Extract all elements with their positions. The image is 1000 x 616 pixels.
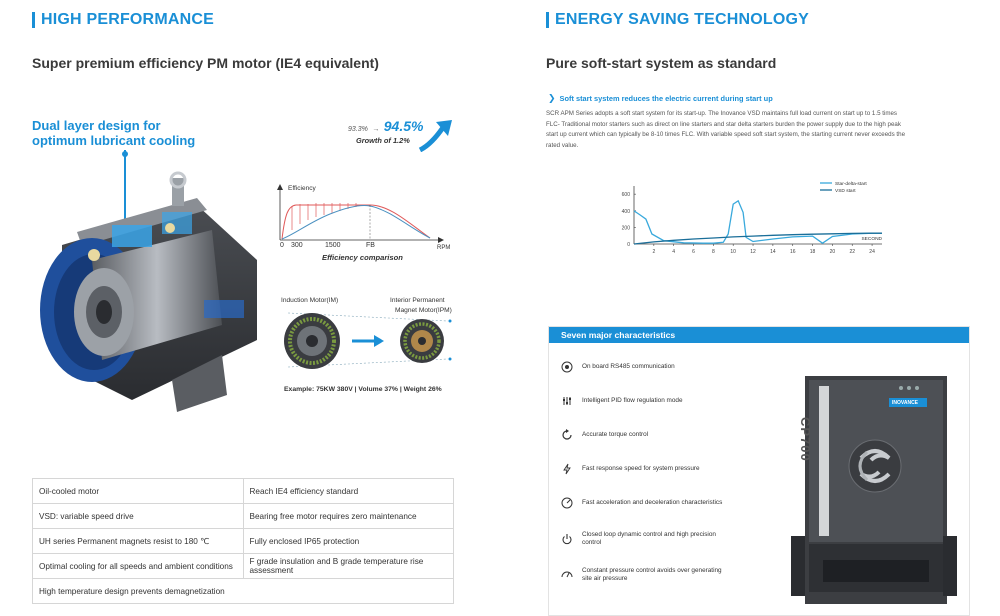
chart-y-tick-label: 0	[627, 242, 630, 248]
growth-label: Growth of 1.2%	[356, 136, 410, 145]
table-cell: Reach IE4 efficiency standard	[243, 479, 454, 504]
cooling-callout-line2: optimum lubricant cooling	[32, 133, 196, 148]
chart-x-tick-label: 4	[672, 249, 676, 255]
characteristic-line: Closed loop dynamic control and high precision	[582, 531, 716, 538]
efficiency-chart	[270, 184, 460, 264]
chart-y-tick-label: 200	[621, 225, 630, 232]
antenna-icon	[561, 361, 573, 373]
table-cell: F grade insulation and B grade temperature rise assessment	[243, 554, 454, 579]
chart-x-tick-label: 16	[789, 249, 796, 255]
right-section-title-text: ENERGY SAVING TECHNOLOGY	[555, 11, 810, 28]
characteristic-line: Fast response speed for system pressure	[582, 465, 700, 473]
characteristic-text	[582, 567, 722, 582]
chart-x-tick-label: 14	[770, 249, 776, 255]
eff-caption: Efficiency comparison	[322, 253, 403, 262]
characteristic-line: Intelligent PID flow regulation mode	[582, 397, 683, 405]
growth-old-value: 93.3%	[348, 126, 368, 133]
eff-tick-0: 0	[280, 242, 284, 249]
left-subtitle: Super premium efficiency PM motor (IE4 equivalent)	[32, 55, 379, 71]
cooling-callout-line1: Dual layer design for	[32, 118, 161, 133]
table-cell: Optimal cooling for all speeds and ambient conditions	[33, 554, 244, 579]
characteristic-line: site air pressure	[582, 574, 628, 582]
motor-illustration	[22, 150, 272, 420]
characteristics-panel	[548, 326, 970, 616]
table-row	[33, 479, 454, 504]
characteristic-text	[582, 363, 675, 371]
paragraph-line: FLC- Traditional motor starters such as direct on line starters and star delta starters burden the power supply due to the high peak	[546, 120, 901, 128]
characteristic-item	[561, 361, 781, 373]
table-row	[33, 504, 454, 529]
table-cell: High temperature design prevents demagnetization	[33, 579, 454, 604]
ipm-rotor-icon	[400, 319, 444, 363]
characteristic-line: control	[582, 538, 602, 546]
left-section-title	[32, 11, 214, 29]
growth-new-value: 94.5%	[383, 118, 424, 134]
characteristic-item	[561, 395, 781, 407]
table-row	[33, 529, 454, 554]
soft-start-heading-text: Soft start system reduces the electric current during start up	[559, 94, 773, 103]
characteristic-text	[582, 465, 700, 473]
wave-gauge-icon	[561, 569, 573, 581]
paragraph-line: rated value.	[546, 141, 579, 149]
chart-x-tick-label: 20	[829, 249, 836, 255]
growth-up-arrow-icon	[418, 118, 454, 152]
characteristic-text	[582, 531, 716, 546]
title-bar	[546, 12, 549, 28]
eff-tick-300: 300	[291, 242, 303, 249]
title-bar	[32, 12, 35, 28]
characteristic-text	[582, 431, 648, 439]
paragraph-line: SCR APM Series adopts a soft start system for its start-up. The Inovance VSD maintains full load current on start up to 1.5 times	[546, 110, 898, 117]
rotate-icon	[561, 429, 573, 441]
characteristic-item	[561, 531, 781, 546]
table-cell: Fully enclosed IP65 protection	[243, 529, 454, 554]
vsd-cabinet	[789, 372, 959, 612]
pid-icon	[561, 395, 573, 407]
chart-x-tick-label: 22	[849, 249, 856, 255]
power-icon	[561, 533, 573, 545]
characteristic-line: On board RS485 communication	[582, 363, 675, 371]
gauge-icon	[561, 497, 573, 509]
characteristic-item	[561, 497, 781, 509]
vsd-brand-label: INOVANCE	[892, 400, 919, 406]
ipm-label-1: Interior Permanent	[390, 297, 445, 304]
left-section-title-text: HIGH PERFORMANCE	[41, 11, 214, 28]
legend-label-1: VSD start	[835, 188, 856, 194]
table-cell: VSD: variable speed drive	[33, 504, 244, 529]
eff-x-unit: RPM	[437, 245, 451, 251]
soft-start-heading	[548, 93, 773, 104]
characteristic-item	[561, 429, 781, 441]
chevron-right-icon: ❯	[548, 93, 556, 103]
characteristic-line: Constant pressure control avoids over generating	[582, 567, 722, 574]
ipm-label-2: Magnet Motor(IPM)	[395, 307, 452, 314]
paragraph-line: start up current which can typically be 8-10 times FLC. With variable speed soft start system, the starting current never exceeds the	[546, 131, 906, 138]
compare-arrow-icon	[352, 335, 384, 347]
chart-x-tick-label: 2	[652, 249, 656, 255]
legend-label-0: Star-delta-start	[835, 181, 867, 187]
ipm-curve	[282, 205, 430, 239]
growth-arrow: →	[372, 126, 380, 133]
table-cell: Bearing free motor requires zero maintenance	[243, 504, 454, 529]
current-chart	[612, 178, 902, 260]
characteristic-text	[582, 397, 683, 405]
chart-x-tick-label: 10	[730, 249, 736, 255]
eff-tick-1500: 1500	[325, 242, 341, 249]
chart-x-tick-label: 12	[750, 249, 756, 255]
characteristic-line: Fast acceleration and deceleration characteristics	[582, 499, 723, 507]
chart-x-tick-label: 8	[711, 249, 715, 255]
right-subtitle: Pure soft-start system as standard	[546, 55, 777, 71]
feature-table	[32, 478, 454, 604]
im-rotor-icon	[284, 313, 340, 369]
characteristic-item	[561, 463, 781, 475]
motor-example: Example: 75KW 380V | Volume 37% | Weight 26%	[284, 386, 442, 393]
growth-callout	[348, 118, 428, 145]
chart-x-tick-label: 24	[869, 249, 875, 255]
chart-y-tick-label: 400	[621, 208, 630, 215]
chart-x-tick-label: 18	[809, 249, 816, 255]
chart-y-tick-label: 600	[621, 192, 630, 199]
characteristic-line: Accurate torque control	[582, 431, 649, 439]
table-row	[33, 579, 454, 604]
im-label: Induction Motor(IM)	[281, 297, 339, 304]
chart-x-label: SECOND	[861, 237, 882, 242]
panel-header: Seven major characteristics	[549, 327, 969, 343]
motor-compare-graphic	[276, 305, 456, 375]
characteristic-item	[561, 567, 781, 582]
chart-x-tick-label: 6	[692, 249, 695, 255]
eff-tick-fb: FB	[366, 242, 375, 249]
table-cell: Oil-cooled motor	[33, 479, 244, 504]
right-section-title	[546, 11, 809, 29]
characteristic-text	[582, 499, 722, 507]
swirl-logo-icon	[849, 440, 901, 492]
series-line-0	[634, 201, 882, 243]
lightning-icon	[561, 463, 573, 475]
cooling-callout	[32, 118, 195, 148]
vsd-model-label: CP700	[798, 417, 813, 462]
table-cell: UH series Permanent magnets resist to 180 ℃	[33, 529, 244, 554]
soft-start-paragraph	[546, 109, 971, 151]
table-row	[33, 554, 454, 579]
eff-y-label: Efficiency	[288, 185, 316, 192]
